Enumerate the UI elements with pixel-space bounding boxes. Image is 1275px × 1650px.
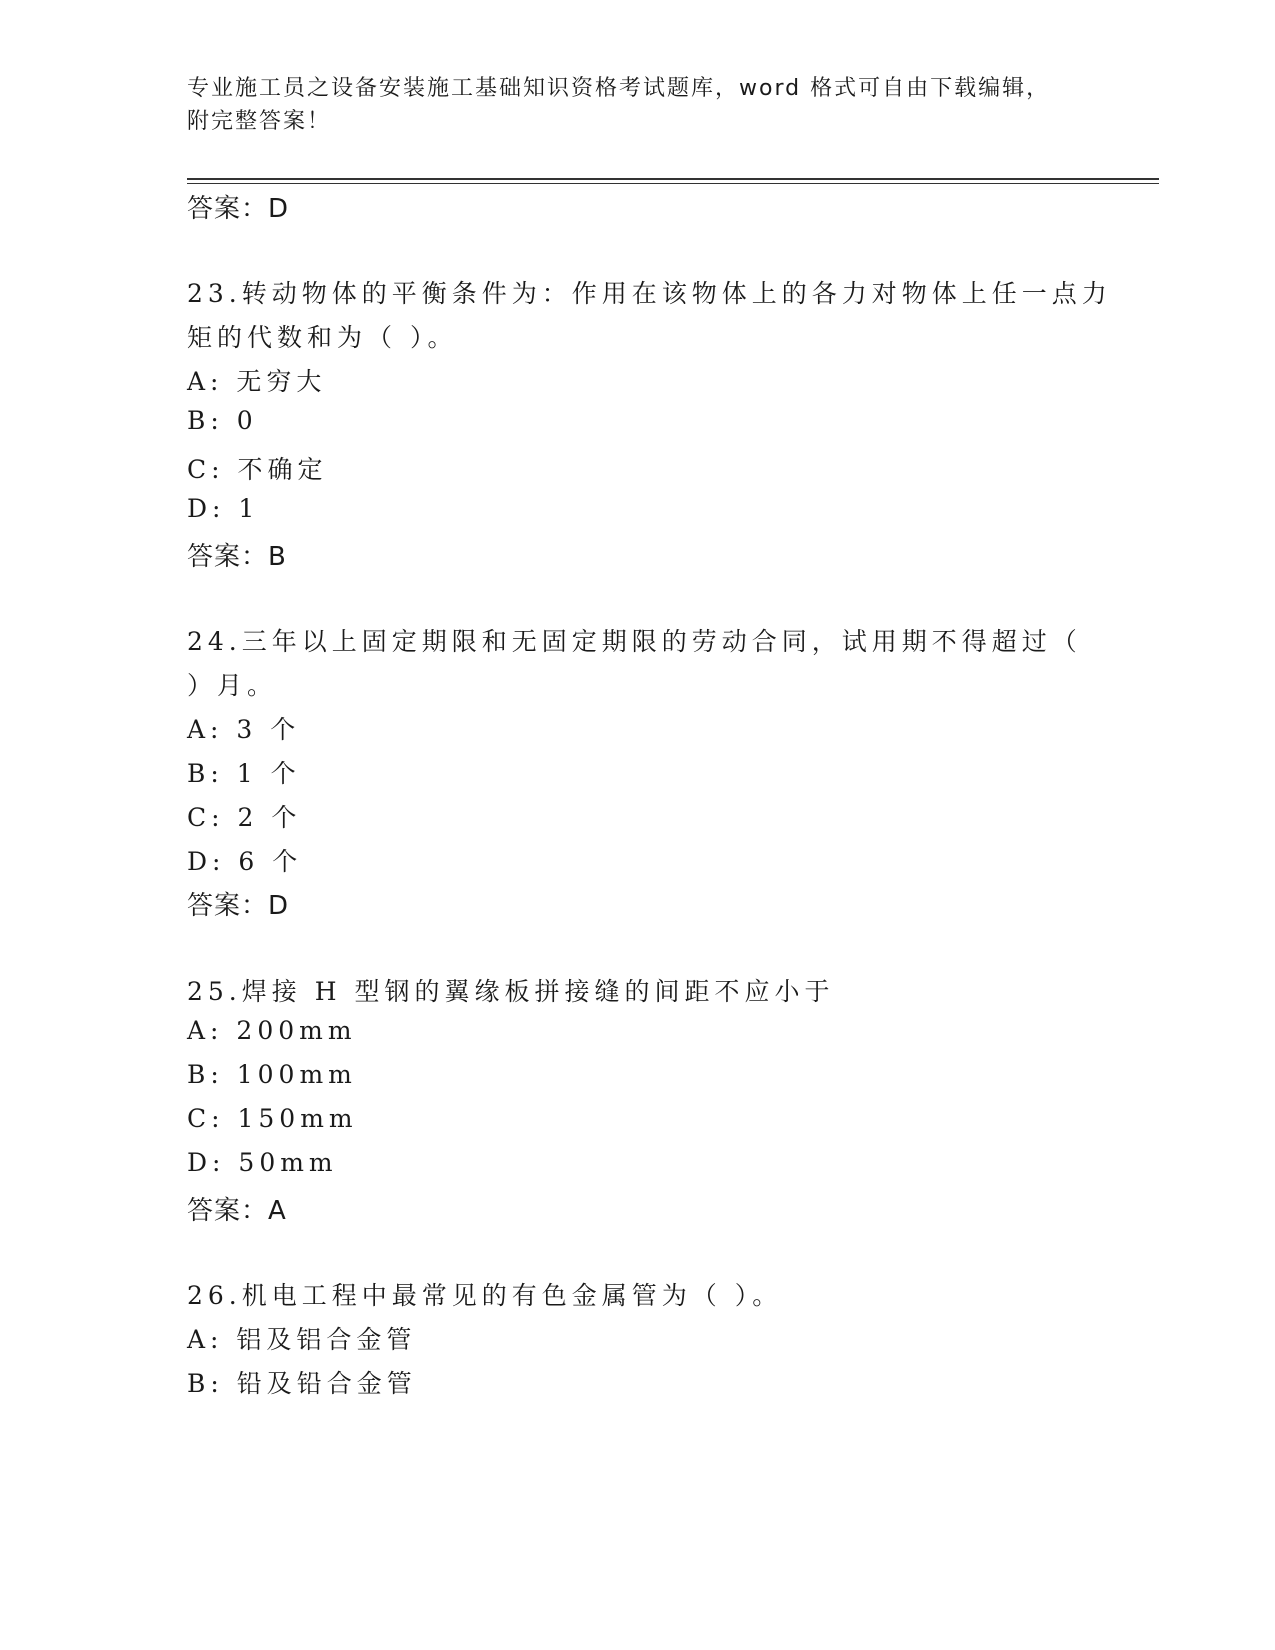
header-rule-thin: [187, 183, 1159, 184]
answer-prev: 答案：D: [187, 194, 290, 224]
question-23-option-b: B: 0: [187, 406, 258, 435]
question-23-option-c: C: 不确定: [187, 455, 328, 484]
question-23-option-a: A: 无穷大: [187, 367, 327, 396]
header-line-1: 专业施工员之设备安装施工基础知识资格考试题库，word 格式可自由下载编辑，: [187, 76, 1051, 101]
question-24-option-d: D: 6 个: [187, 847, 303, 876]
question-23-answer: 答案：B: [187, 542, 287, 572]
document-header: [187, 72, 1087, 138]
question-24-option-a: A: 3 个: [187, 715, 301, 744]
question-24-stem-line-1: 24.三年以上固定期限和无固定期限的劳动合同，试用期不得超过（: [187, 627, 1082, 656]
header-rule-thick: [187, 178, 1159, 180]
question-25-option-d: D: 50mm: [187, 1148, 338, 1177]
question-26-option-a: A: 铝及铝合金管: [187, 1325, 417, 1354]
question-23-stem-line-2: 矩的代数和为（ ）。: [187, 323, 458, 352]
question-24-answer: 答案：D: [187, 891, 290, 921]
question-26-option-b: B: 铅及铅合金管: [187, 1369, 417, 1398]
question-25-option-c: C: 150mm: [187, 1104, 358, 1133]
question-24-stem-line-2: ）月。: [187, 671, 278, 700]
question-25-stem-line-1: 25.焊接 H 型钢的翼缘板拼接缝的间距不应小于: [187, 977, 835, 1006]
question-25-option-a: A: 200mm: [187, 1016, 357, 1045]
header-line-2: 附完整答案！: [187, 109, 332, 134]
question-24-option-c: C: 2 个: [187, 803, 302, 832]
question-26-stem-line-1: 26.机电工程中最常见的有色金属管为（ ）。: [187, 1281, 783, 1310]
question-23-stem-line-1: 23.转动物体的平衡条件为：作用在该物体上的各力对物体上任一点力: [187, 279, 1112, 308]
question-25-answer: 答案：A: [187, 1196, 287, 1226]
question-24-option-b: B: 1 个: [187, 759, 301, 788]
question-23-option-d: D: 1: [187, 494, 260, 523]
question-25-option-b: B: 100mm: [187, 1060, 357, 1089]
